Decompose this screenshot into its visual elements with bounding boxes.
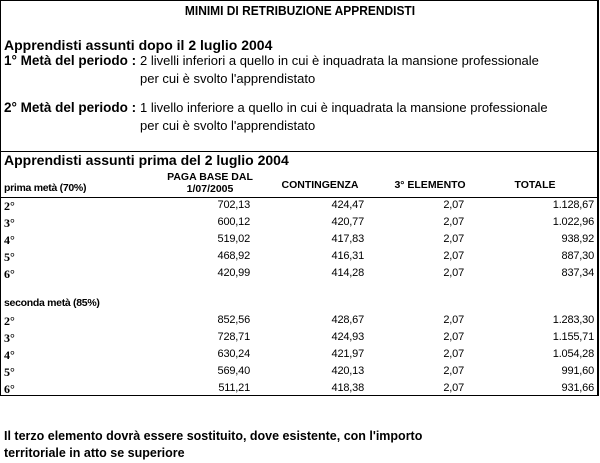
table-row [0, 233, 600, 249]
cell-contingenza: 424,93 [331, 331, 364, 343]
group-label-seconda: seconda metà (85%) [4, 297, 100, 309]
footnote-line2: territoriale in atto se superiore [4, 446, 185, 460]
cell-contingenza: 416,31 [331, 250, 364, 262]
cell-terzo-elemento: 2,07 [443, 314, 464, 326]
row-level: 5° [4, 250, 15, 264]
cell-totale: 1.022,96 [552, 216, 594, 228]
row-level: 3° [4, 331, 15, 345]
period-label-2: 2° Metà del periodo : [4, 100, 137, 115]
table-row [0, 365, 600, 381]
cell-contingenza: 420,77 [331, 216, 364, 228]
cell-contingenza: 428,67 [331, 314, 364, 326]
cell-totale: 938,92 [561, 233, 594, 245]
table-row [0, 348, 600, 364]
cell-contingenza: 417,83 [331, 233, 364, 245]
section-heading-after: Apprendisti assunti dopo il 2 luglio 2004 [4, 37, 273, 53]
cell-paga-base: 569,40 [217, 365, 250, 377]
col-header-paga-base-line1: PAGA BASE DAL [167, 171, 253, 183]
col-header-totale: TOTALE [514, 179, 556, 191]
table-row [0, 216, 600, 232]
cell-totale: 1.283,30 [552, 314, 594, 326]
cell-totale: 991,60 [561, 365, 594, 377]
period-desc-2-line2: per cui è svolto l'apprendistato [140, 118, 316, 133]
cell-paga-base: 852,56 [217, 314, 250, 326]
cell-totale: 837,34 [561, 267, 594, 279]
period-desc-1-line2: per cui è svolto l'apprendistato [140, 71, 316, 86]
row-level: 6° [4, 382, 15, 396]
row-level: 4° [4, 348, 15, 362]
cell-totale: 887,30 [561, 250, 594, 262]
cell-terzo-elemento: 2,07 [443, 250, 464, 262]
cell-terzo-elemento: 2,07 [443, 199, 464, 211]
table-row [0, 267, 600, 283]
cell-terzo-elemento: 2,07 [443, 267, 464, 279]
cell-paga-base: 702,13 [217, 199, 250, 211]
col-header-terzo-elemento: 3° ELEMENTO [394, 179, 466, 191]
period-label-1: 1° Metà del periodo : [4, 53, 137, 68]
period-desc-2-line1: 1 livello inferiore a quello in cui è inquadrata la mansione professionale [140, 100, 548, 115]
row-level: 6° [4, 267, 15, 281]
period-desc-1-line1: 2 livelli inferiori a quello in cui è inquadrata la mansione professionale [140, 53, 539, 68]
row-level: 3° [4, 216, 15, 230]
cell-paga-base: 630,24 [217, 348, 250, 360]
cell-totale: 1.128,67 [552, 199, 594, 211]
row-level: 2° [4, 199, 15, 213]
row-level: 5° [4, 365, 15, 379]
section-heading-before: Apprendisti assunti prima del 2 luglio 2004 [4, 152, 289, 168]
divider [0, 197, 598, 198]
table-row [0, 199, 600, 215]
page-title: MINIMI DI RETRIBUZIONE APPRENDISTI [184, 3, 416, 18]
cell-contingenza: 414,28 [331, 267, 364, 279]
cell-totale: 1.155,71 [552, 331, 594, 343]
cell-paga-base: 420,99 [217, 267, 250, 279]
col-header-paga-base [150, 171, 270, 195]
cell-totale: 1.054,28 [552, 348, 594, 360]
cell-terzo-elemento: 2,07 [443, 216, 464, 228]
cell-contingenza: 420,13 [331, 365, 364, 377]
cell-contingenza: 421,97 [331, 348, 364, 360]
cell-terzo-elemento: 2,07 [443, 382, 464, 394]
cell-terzo-elemento: 2,07 [443, 233, 464, 245]
cell-contingenza: 418,38 [331, 382, 364, 394]
col-header-paga-base-line2: 1/07/2005 [186, 183, 234, 195]
cell-terzo-elemento: 2,07 [443, 348, 464, 360]
cell-paga-base: 519,02 [217, 233, 250, 245]
table-row [0, 314, 600, 330]
footnote-line1: Il terzo elemento dovrà essere sostituito, dove esistente, con l'importo [4, 429, 423, 443]
table-row [0, 382, 600, 398]
row-level: 2° [4, 314, 15, 328]
cell-terzo-elemento: 2,07 [443, 365, 464, 377]
group-label-prima: prima metà (70%) [4, 182, 87, 194]
col-header-contingenza: CONTINGENZA [281, 179, 359, 191]
cell-paga-base: 511,21 [218, 382, 250, 394]
cell-totale: 931,66 [561, 382, 594, 394]
cell-terzo-elemento: 2,07 [443, 331, 464, 343]
cell-paga-base: 468,92 [217, 250, 250, 262]
row-level: 4° [4, 233, 15, 247]
table-row [0, 250, 600, 266]
cell-paga-base: 728,71 [217, 331, 250, 343]
cell-paga-base: 600,12 [217, 216, 250, 228]
table-row [0, 331, 600, 347]
cell-contingenza: 424,47 [331, 199, 364, 211]
